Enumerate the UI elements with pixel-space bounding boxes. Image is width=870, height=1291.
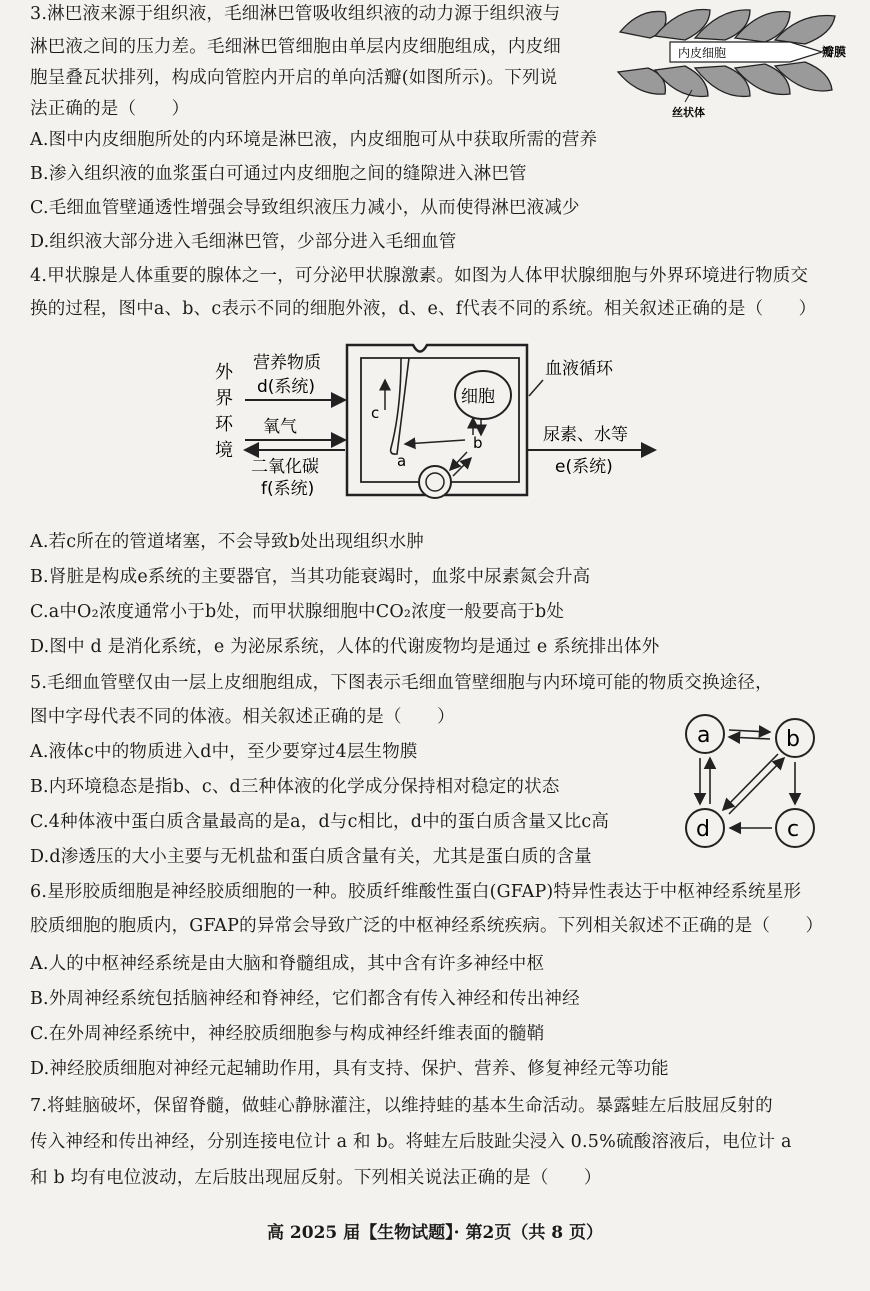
label-co2: 二氧化碳 [251,457,319,477]
page-footer: 高 2025 届【生物试题】· 第2页（共 8 页） [267,1223,603,1243]
q4-option-d: D.图中 d 是消化系统，e 为泌尿系统，人体的代谢废物均是通过 e 系统排出体外 [30,637,660,657]
q3-option-a: A.图中内皮细胞所处的内环境是淋巴液，内皮细胞可从中获取所需的营养 [30,130,598,150]
q3-lymph-vessel-figure [610,2,860,120]
label-f-system: f(系统) [261,479,315,499]
q3-stem-line: 法正确的是（ ） [30,99,190,119]
node-b [776,719,814,757]
q4-option-c: C.a中O₂浓度通常小于b处，而甲状腺细胞中CO₂浓度一般要高于b处 [30,602,565,622]
q7-stem-line: 和 b 均有电位波动，左后肢出现屈反射。下列相关说法正确的是（ ） [30,1168,602,1188]
q5-option-b: B.内环境稳态是指b、c、d三种体液的化学成分保持相对稳定的状态 [30,777,560,797]
q4-stem-line: 换的过程，图中a、b、c表示不同的细胞外液，d、e、f代表不同的系统。相关叙述正确的是（ ） [30,299,817,319]
svg-text:d: d [696,817,710,842]
label-d-system: d(系统) [257,377,316,397]
q6-option-d: D.神经胶质细胞对神经元起辅助作用，具有支持、保护、营养、修复神经元等功能 [30,1059,669,1079]
q4-option-a: A.若c所在的管道堵塞，不会导致b处出现组织水肿 [30,532,425,552]
q5-body-fluid-diagram [675,706,825,856]
q6-option-b: B.外周神经系统包括脑神经和脊神经，它们都含有传入神经和传出神经 [30,989,580,1009]
q4-stem-line: 4.甲状腺是人体重要的腺体之一，可分泌甲状腺激素。如图为人体甲状腺细胞与外界环境进行物质交 [30,266,809,286]
label-nutrients: 营养物质 [253,353,321,373]
label-blood-circulation: 血液循环 [545,359,613,379]
outside-char: 境 [215,440,233,461]
q3-option-c: C.毛细血管壁通透性增强会导致组织液压力减小，从而使得淋巴液减少 [30,198,580,218]
label-oxygen: 氧气 [263,417,297,437]
q5-option-c: C.4种体液中蛋白质含量最高的是a，d与c相比，d中的蛋白质含量又比c高 [30,812,610,832]
q5-stem-line: 图中字母代表不同的体液。相关叙述正确的是（ ） [30,707,455,727]
q3-option-b: B.渗入组织液的血浆蛋白可通过内皮细胞之间的缝隙进入淋巴管 [30,164,527,184]
node-d [686,809,724,847]
svg-text:b: b [786,727,800,752]
q6-stem-line: 胶质细胞的胞质内，GFAP的异常会导致广泛的中枢神经系统疾病。下列相关叙述不正确的是（ ） [30,916,824,936]
label-cell: 细胞 [461,387,495,407]
q3-option-d: D.组织液大部分进入毛细淋巴管，少部分进入毛细血管 [30,232,457,252]
outside-char: 外 [215,362,233,383]
node-c [776,809,814,847]
q7-stem-line: 传入神经和传出神经，分别连接电位计 a 和 b。将蛙左后肢趾尖浸入 0.5%硫酸溶液后，电位计 a [30,1132,792,1152]
node-a [686,715,724,753]
q7-stem-line: 7.将蛙脑破坏，保留脊髓，做蛙心静脉灌注，以维持蛙的基本生命活动。暴露蛙左后肢屈反射的 [30,1096,773,1116]
outside-char: 界 [215,388,233,409]
q4-option-b: B.肾脏是构成e系统的主要器官，当其功能衰竭时，血浆中尿素氮会升高 [30,567,591,587]
label-e-system: e(系统) [555,457,613,477]
label-filament: 丝状体 [672,106,705,119]
q3-stem-line: 胞呈叠瓦状排列，构成向管腔内开启的单向活瓣(如图所示)。下列说 [30,68,558,88]
q6-stem-line: 6.星形胶质细胞是神经胶质细胞的一种。胶质纤维酸性蛋白(GFAP)特异性表达于中枢神经系统星形 [30,882,802,902]
q5-stem-line: 5.毛细血管壁仅由一层上皮细胞组成，下图表示毛细血管壁细胞与内环境可能的物质交换途径， [30,673,773,693]
label-c: c [371,404,380,422]
label-urea: 尿素、水等 [543,425,628,445]
svg-text:c: c [787,817,800,842]
svg-text:a: a [697,723,711,748]
q3-stem-line: 淋巴液之间的压力差。毛细淋巴管细胞由单层内皮细胞组成，内皮细 [30,37,561,57]
q6-option-c: C.在外周神经系统中，神经胶质细胞参与构成神经纤维表面的髓鞘 [30,1024,545,1044]
q4-thyroid-exchange-figure [205,340,675,510]
q3-stem-line: 3.淋巴液来源于组织液，毛细淋巴管吸收组织液的动力源于组织液与 [30,4,561,24]
label-endothelial-cell: 内皮细胞 [678,46,727,60]
q6-option-a: A.人的中枢神经系统是由大脑和脊髓组成，其中含有许多神经中枢 [30,954,545,974]
q5-option-d: D.d渗透压的大小主要与无机盐和蛋白质含量有关，尤其是蛋白质的含量 [30,847,592,867]
q5-option-a: A.液体c中的物质进入d中，至少要穿过4层生物膜 [30,742,418,762]
outside-char: 环 [215,414,233,435]
label-valve: 瓣膜 [822,45,847,59]
label-b: b [473,434,483,452]
label-a: a [397,452,407,470]
